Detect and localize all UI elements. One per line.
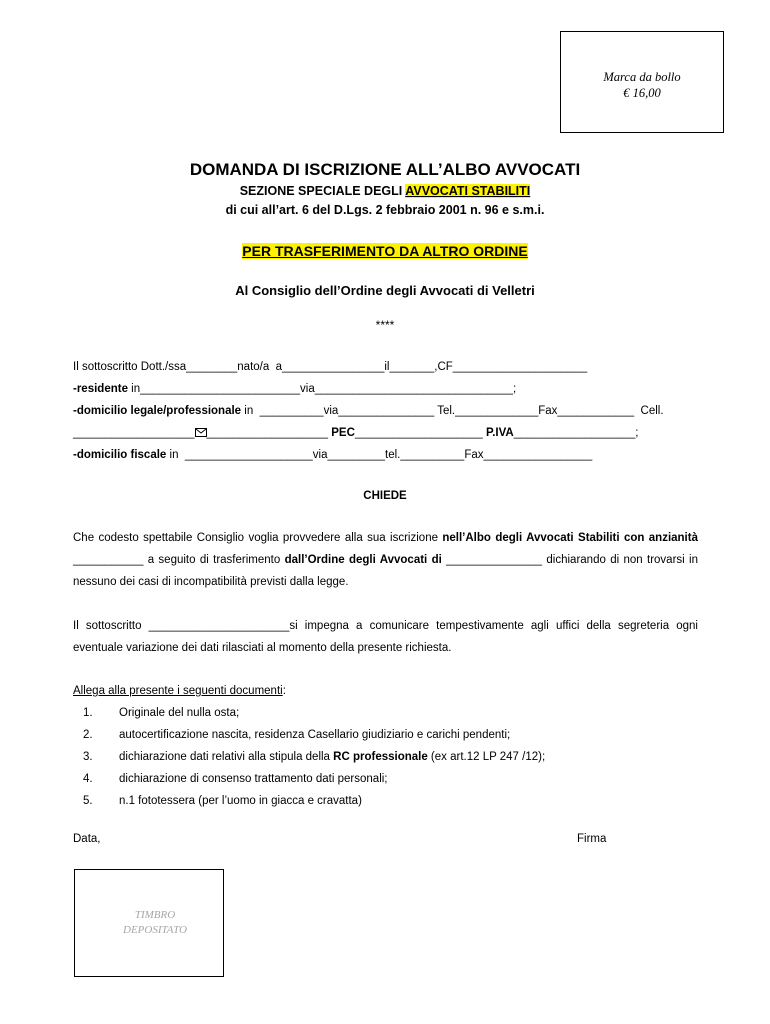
contacts-blank-d: ___________________; xyxy=(513,427,639,439)
attachments-heading xyxy=(73,683,286,699)
piva-label: P.IVA xyxy=(486,427,514,439)
field-line-legal-domicile xyxy=(73,403,664,419)
deposit-stamp-box xyxy=(74,869,224,977)
list-text-bold: RC professionale xyxy=(333,751,428,763)
request-text-e: _______________ dichiarando di non trovarsi in nessuno dei casi di incompatibilità previsti dalla legge. xyxy=(73,554,698,588)
field-line-residence xyxy=(73,381,516,397)
list-number: 3. xyxy=(83,751,93,763)
transfer-highlight: PER TRASFERIMENTO DA ALTRO ORDINE xyxy=(242,243,528,259)
field-line-fiscal-domicile xyxy=(73,447,592,463)
attachments-colon: : xyxy=(282,685,286,697)
commitment-paragraph: Il sottoscritto ______________________si impegna a comunicare tempestivamente agli uffici della segreteria ogni eventuale variazione dei dati rilasciati al momento della presente richiesta. xyxy=(73,620,698,654)
separator: **** xyxy=(375,318,395,332)
list-item xyxy=(73,793,362,809)
transfer-heading xyxy=(0,243,770,259)
document-title: DOMANDA DI ISCRIZIONE ALL’ALBO AVVOCATI xyxy=(189,160,581,179)
law-reference: di cui all’art. 6 del D.Lgs. 2 febbraio 2001 n. 96 e s.m.i. xyxy=(225,203,545,217)
deposit-stamp-text xyxy=(115,908,195,938)
list-text: n.1 fototessera (per l’uomo in giacca e cravatta) xyxy=(119,795,362,807)
revenue-stamp-text xyxy=(561,69,723,101)
residence-label: -residente xyxy=(73,383,128,395)
contacts-blank-a: ___________________ xyxy=(73,427,195,439)
list-text: dichiarazione di consenso trattamento dati personali; xyxy=(119,773,388,785)
list-number: 2. xyxy=(83,729,93,741)
deposit-stamp-line2: DEPOSITATO xyxy=(123,924,187,936)
stamp-amount: € 16,00 xyxy=(623,86,661,100)
list-text-pre: dichiarazione dati relativi alla stipula della xyxy=(119,751,334,763)
list-item xyxy=(73,749,545,765)
list-number: 4. xyxy=(83,773,93,785)
contacts-blank-c: ____________________ xyxy=(354,427,487,439)
deposit-stamp-line1: TIMBRO xyxy=(134,909,176,921)
request-ordine: dall’Ordine degli Avvocati di xyxy=(284,554,442,566)
fiscal-domicile-label: -domicilio fiscale xyxy=(73,449,167,461)
chiede-heading: CHIEDE xyxy=(363,490,407,502)
contacts-blank-b: ___________________ xyxy=(206,427,332,439)
section-prefix: SEZIONE SPECIALE DEGLI xyxy=(239,184,406,198)
date-label: Data, xyxy=(73,833,101,845)
field-line-contacts xyxy=(73,425,638,441)
list-number: 1. xyxy=(83,707,93,719)
list-text: autocertificazione nascita, residenza Casellario giudiziario e carichi pendenti; xyxy=(119,729,511,741)
pec-label: PEC xyxy=(331,427,355,439)
list-item xyxy=(73,705,239,721)
request-albo: nell’Albo degli Avvocati Stabiliti con anzianità xyxy=(442,532,698,544)
signature-label: Firma xyxy=(577,833,607,845)
list-text-post: (ex art.12 LP 247 /12); xyxy=(427,751,546,763)
revenue-stamp-box xyxy=(560,31,724,133)
legal-domicile-fields: in __________via_______________ Tel._____________Fax____________ Cell. xyxy=(241,405,664,417)
fiscal-domicile-fields: in ____________________via_________tel.__________Fax_________________ xyxy=(166,449,593,461)
request-paragraph xyxy=(73,527,698,593)
addressee: Al Consiglio dell’Ordine degli Avvocati di Velletri xyxy=(235,283,535,298)
list-number: 5. xyxy=(83,795,93,807)
request-text-c: ___________ a seguito di trasferimento xyxy=(73,554,285,566)
list-text: Originale del nulla osta; xyxy=(119,707,240,719)
field-line-personal: Il sottoscritto Dott./ssa________nato/a a________________il_______,CF_____________________ xyxy=(73,361,588,373)
request-text-a: Che codesto spettabile Consiglio voglia provvedere alla sua iscrizione xyxy=(73,532,443,544)
residence-fields: in_________________________via_______________________________; xyxy=(127,383,517,395)
list-item xyxy=(73,727,510,743)
envelope-icon xyxy=(195,428,207,437)
stamp-label: Marca da bollo xyxy=(603,70,681,84)
section-highlight: AVVOCATI STABILITI xyxy=(405,184,531,198)
section-subtitle xyxy=(0,184,770,198)
legal-domicile-label: -domicilio legale/professionale xyxy=(73,405,242,417)
attachments-heading-text: Allega alla presente i seguenti documenti xyxy=(73,685,283,697)
list-item xyxy=(73,771,388,787)
